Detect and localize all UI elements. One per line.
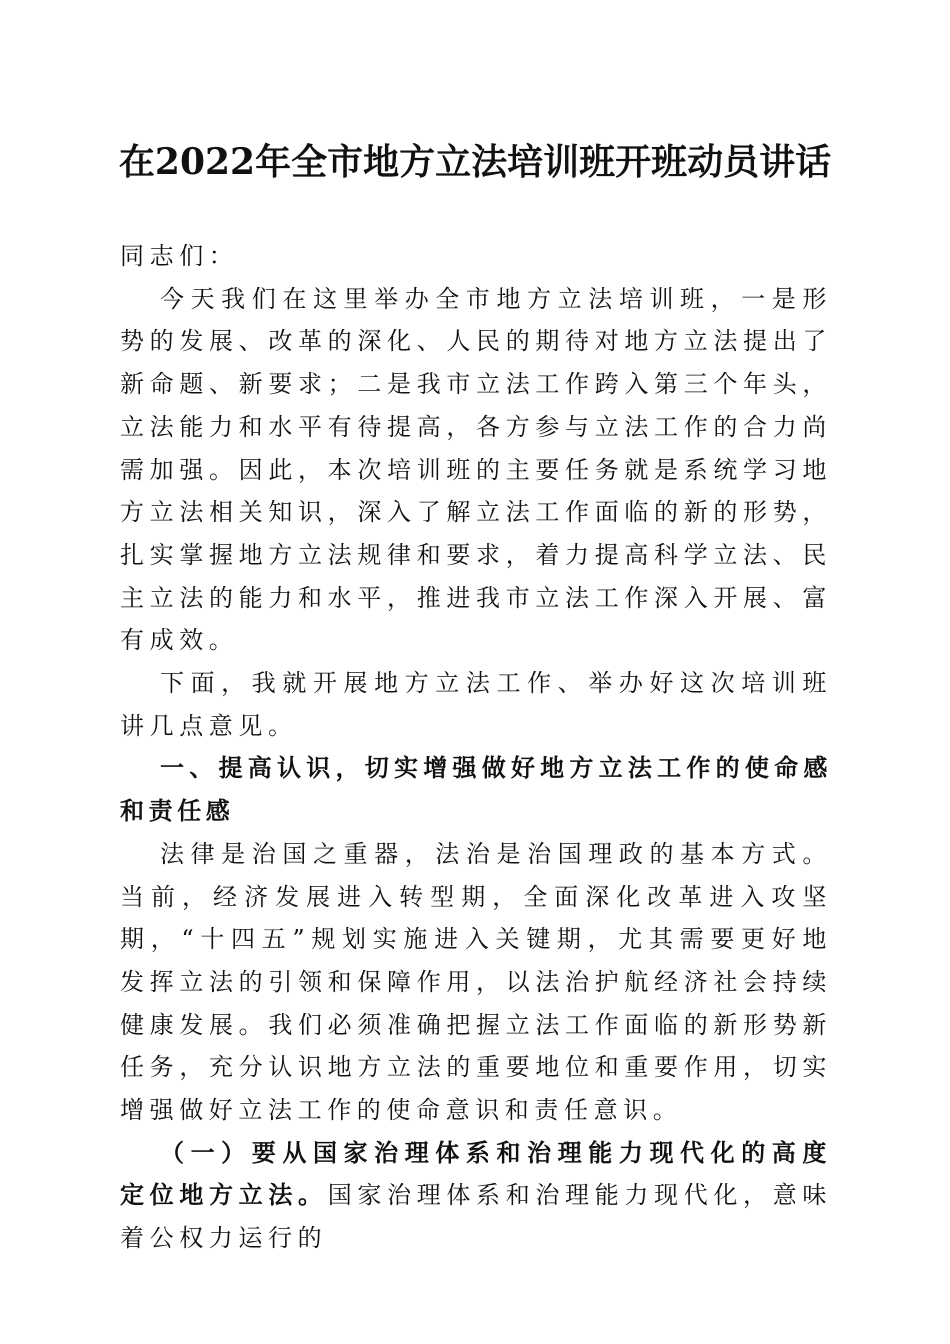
subsection-text: 国家治理体系和治理能力现代化，意味着公权力运行的 (120, 1181, 832, 1253)
subsection-lead: （一）要从国家治理体系和治理能力现代化的高度定位地方立法。 (120, 1137, 832, 1210)
document-title: 在2022年全市地方立法培训班开班动员讲话 (118, 141, 832, 183)
document-body (120, 235, 832, 1260)
paragraph-outline: 下面，我就开展地方立法工作、举办好这次培训班讲几点意见。 (120, 669, 832, 740)
salutation: 同志们： (120, 242, 239, 270)
paragraph-subsection-1 (120, 1132, 832, 1260)
paragraph-section-1: 法律是治国之重器，法治是治国理政的基本方式。当前，经济发展进入转型期，全面深化改革进入攻坚期，“十四五”规划实施进入关键期，尤其需要更好地发挥立法的引领和保障作用，以法治护航经济社会持续健康发展。我们必须准确把握立法工作面临的新形势新任务，充分认识地方立法的重要地位和重要作用，切实增强做好立法工作的使命意识和责任意识。 (120, 839, 832, 1125)
section-heading-1: 一、提高认识，切实增强做好地方立法工作的使命感和责任感 (120, 754, 832, 826)
paragraph-intro: 今天我们在这里举办全市地方立法培训班，一是形势的发展、改革的深化、人民的期待对地方立法提出了新命题、新要求；二是我市立法工作跨入第三个年头，立法能力和水平有待提高，各方参与立法工作的合力尚需加强。因此，本次培训班的主要任务就是系统学习地方立法相关知识，深入了解立法工作面临的新的形势，扎实掌握地方立法规律和要求，着力提高科学立法、民主立法的能力和水平，推进我市立法工作深入开展、富有成效。 (120, 284, 832, 655)
